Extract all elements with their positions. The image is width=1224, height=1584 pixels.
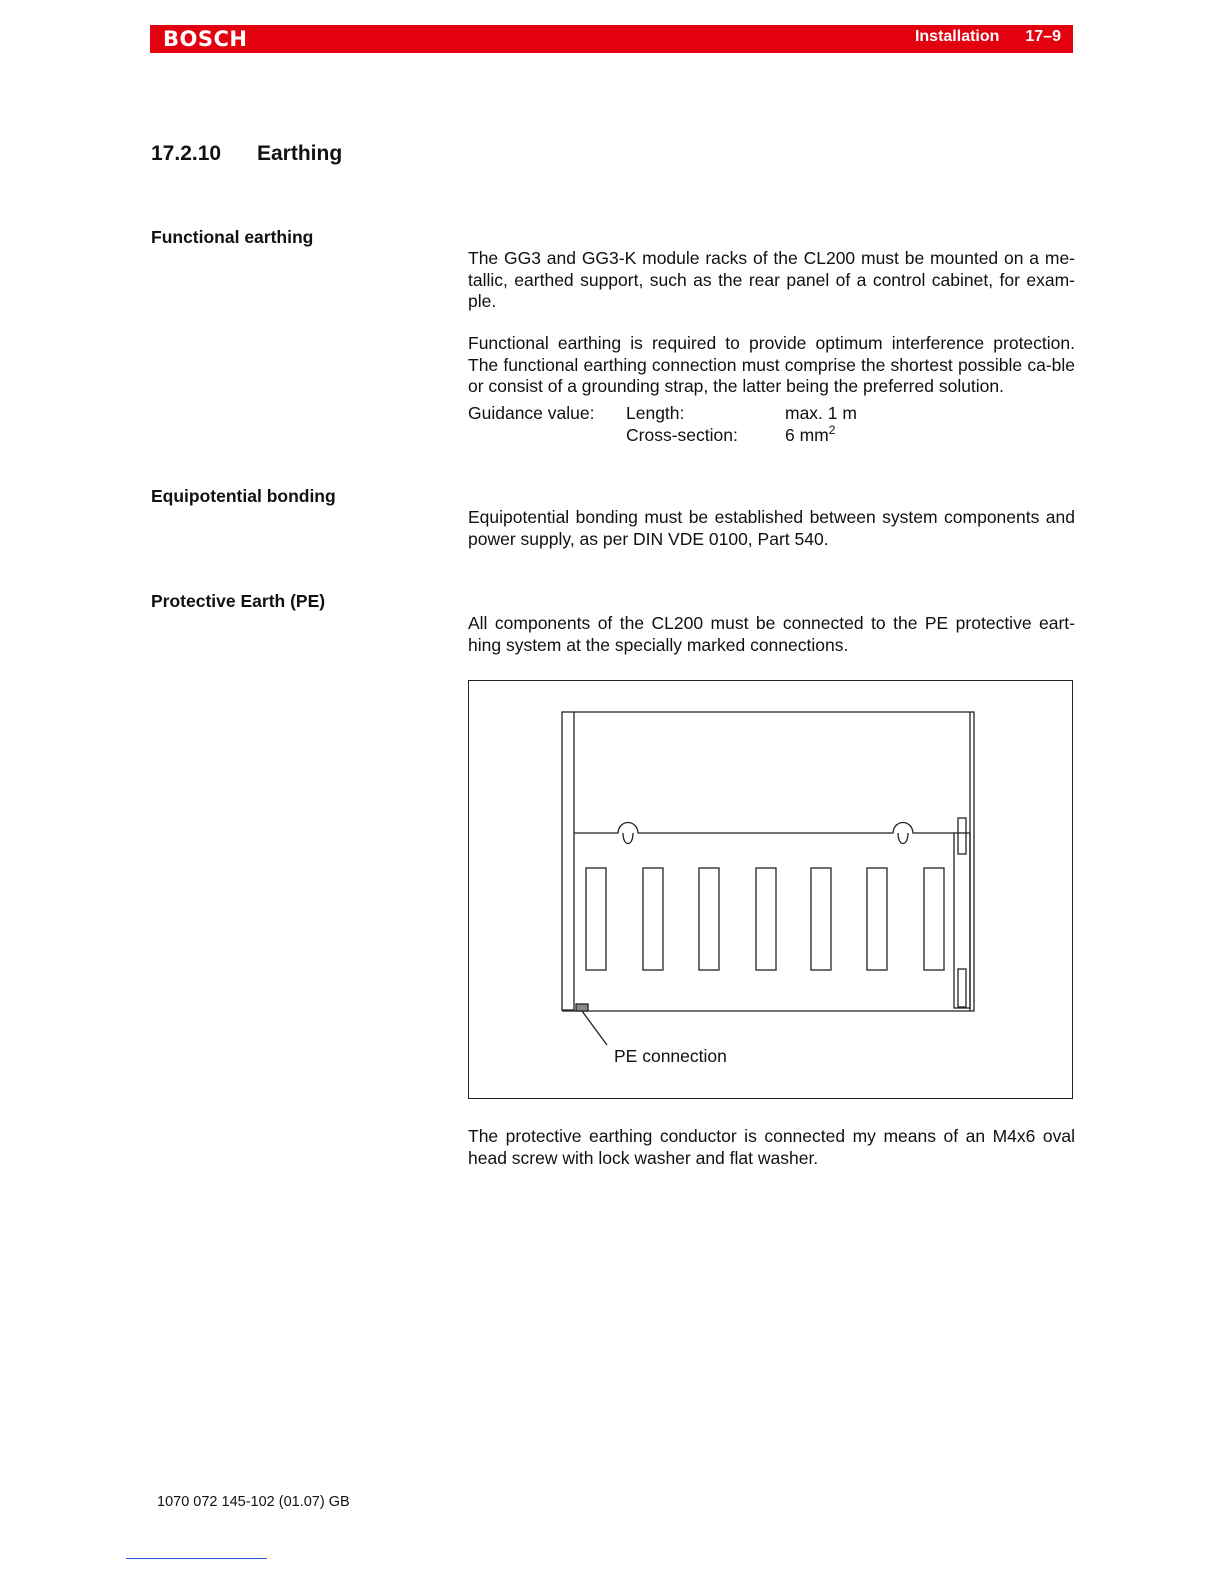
protective-earth-paragraph-2 [468,1126,1075,1169]
length-label: Length: [626,403,685,423]
header-bar [150,25,1073,53]
length-value: max. 1 m [785,403,857,423]
rack-backplane-edge [574,823,954,834]
pe-leader-line [582,1011,607,1045]
header-section: Installation [914,28,1000,45]
module-slot-7 [924,868,944,970]
functional-earthing-paragraph-1 [468,248,1075,313]
protective-earth-text: All components of the CL200 must be connected to the PE protective eart-hing system at the specially marked connections. [468,613,1075,655]
cross-section-exponent: 2 [828,422,836,437]
section-heading: Earthing [257,142,343,165]
equipotential-heading: Equipotential bonding [151,486,336,506]
section-number: 17.2.10 [151,142,222,165]
mounting-slot-left [623,833,633,844]
module-slot-6 [867,868,887,970]
functional-earthing-text-1: The GG3 and GG3-K module racks of the CL200 must be mounted on a me-tallic, earthed support, such as the rear panel of a control cabinet, for exam-ple. [468,248,1075,311]
module-slot-1 [586,868,606,970]
rack-side-panel [562,712,574,1010]
cross-section-label: Cross-section: [626,424,738,445]
page-number: 17–9 [1025,28,1061,45]
module-slot-5 [811,868,831,970]
rack-end-bracket [954,833,970,1008]
guidance-row-cross-section [468,422,1075,447]
pe-connection-label: PE connection [614,1046,727,1066]
cross-section-value [785,422,836,447]
cross-section-number: 6 mm [785,424,829,445]
header-info [915,28,1061,46]
equipotential-paragraph [468,507,1075,550]
pe-connection-terminal [576,1004,588,1011]
protective-earth-heading: Protective Earth (PE) [151,591,326,611]
module-slot-2 [643,868,663,970]
module-rack-drawing [469,681,1072,1098]
functional-earthing-heading: Functional earthing [151,227,314,247]
brand-logo: BOSCH [163,27,248,51]
protective-earth-text-2: The protective earthing conductor is connected my means of an M4x6 oval head screw with lock washer and flat washer. [468,1126,1075,1168]
equipotential-text: Equipotential bonding must be established between system components and power supply, as per DIN VDE 0100, Part 540. [468,507,1075,549]
module-slot-4 [756,868,776,970]
section-title [151,142,342,166]
rack-outline [562,712,974,1011]
bracket-clip-bottom [958,969,966,1007]
bracket-clip-top [958,818,966,854]
protective-earth-paragraph [468,613,1075,656]
guidance-row-length [468,403,1075,425]
functional-earthing-paragraph-2 [468,333,1075,398]
guidance-label: Guidance value: [468,403,595,423]
functional-earthing-text-2: Functional earthing is required to provide optimum interference protection. The functional earthing connection must comprise the shortest possible ca-ble or consist of a grounding strap, the latter being the preferred solution. [468,333,1075,396]
module-rack-figure [468,680,1073,1099]
footer-rule [126,1558,267,1559]
module-slot-3 [699,868,719,970]
mounting-slot-right [898,833,908,844]
guidance-table [468,403,1075,446]
document-code: 1070 072 145-102 (01.07) GB [157,1494,350,1510]
